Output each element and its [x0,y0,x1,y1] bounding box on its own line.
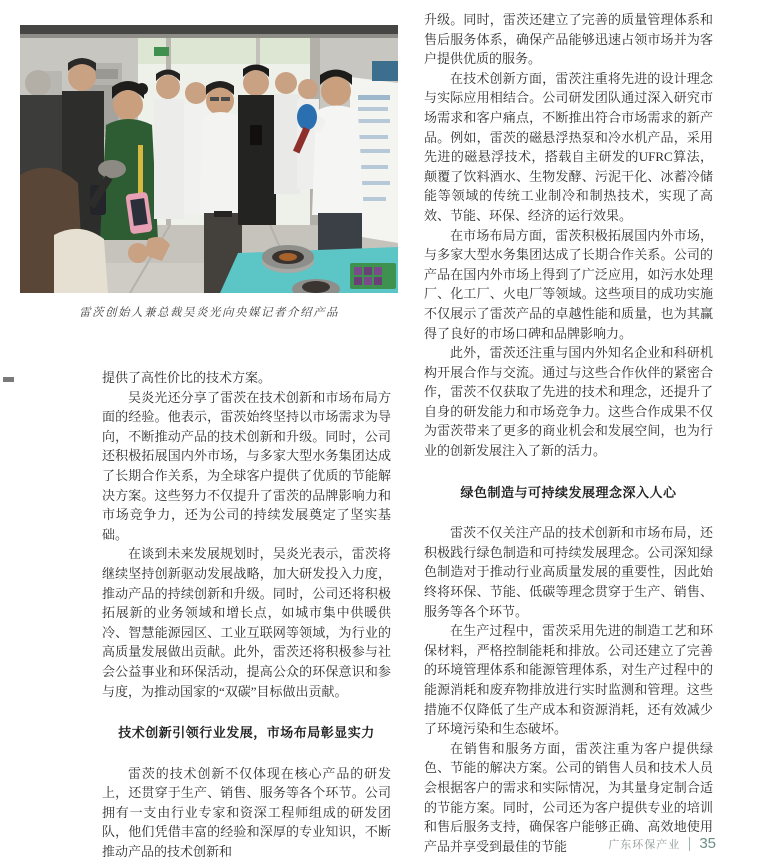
page-footer [608,835,716,852]
article-paragraph: 雷茨的技术创新不仅体现在核心产品的研发上，还贯穿于生产、销售、服务等各个环节。公司拥有一支由行业专家和资深工程师组成的研发团队，他们凭借丰富的经验和深厚的专业知识，不断推动产品的技术创新和 [102,765,391,860]
photo-illustration [20,25,398,293]
article-paragraph: 在技术创新方面，雷茨注重将先进的设计理念与实际应用相结合。公司研发团队通过深入研究市场需求和客户痛点，不断推出符合市场需求的新产品。例如，雷茨的磁悬浮热泵和冷水机产品，采用先进的磁悬浮技术，搭载自主研发的UFRC算法，颠覆了饮料酒水、生物发酵、污泥干化、冰蓄冷储能等领域的传统工业制冷和制热技术，实现了高效、节能、环保、经济的运行效果。 [424,70,713,223]
article-column-left [102,368,391,862]
article-paragraph: 在生产过程中，雷茨采用先进的制造工艺和环保材料，严格控制能耗和排放。公司还建立了完善的环境管理体系和能源管理体系，对生产过程中的能源消耗和废弃物排放进行实时监测和管理。这些措施不仅降低了生产成本和资源消耗，还有效减少了环境污染和生态破坏。 [424,623,713,737]
green-crate [350,263,396,289]
article-paragraph: 吴炎光还分享了雷茨在技术创新和市场布局方面的经验。他表示，雷茨始终坚持以市场需求为导向，不断推动产品的技术创新和升级。同时，公司还积极拓展国内外市场，与多家大型水务集团达成了长期合作关系，为全球客户提供了优质的节能解决方案。这些努力不仅提升了雷茨的品牌影响力和市场竞争力，还为公司的持续发展奠定了坚实基础。 [102,389,391,542]
blue-microphone [297,104,317,130]
journal-title: 广东环保产业 [608,838,681,851]
factory-press-photo [20,25,398,293]
article-paragraph: 此外，雷茨还注重与国内外知名企业和科研机构开展合作与交流。通过与这些合作伙伴的紧密合作，雷茨不仅获取了先进的技术和理念，还提升了自身的研发能力和市场竞争力。这些合作成果不仅为雷茨带来了更多的商业机会和发展空间，也为行业的创新发展注入了新的活力。 [424,345,713,459]
background-machine [372,61,398,81]
page-margin-mark [3,377,14,382]
motor-stator [279,253,297,261]
article-paragraph: 在市场布局方面，雷茨积极拓展国内外市场，与多家大型水务集团达成了长期合作关系。公司的产品在国内外市场上得到了广泛应用，如污水处理厂、化工厂、火电厂等领域。这些项目的成功实施不仅展示了雷茨产品的卓越性能和质量，也为其赢得了良好的市场口碑和品牌影响力。 [424,227,713,341]
section-heading: 技术创新引领行业发展，市场布局彰显实力 [118,725,375,741]
article-paragraph: 提供了高性价比的技术方案。 [102,370,272,385]
article-paragraph: 在谈到未来发展规划时，吴炎光表示，雷茨将继续坚持创新驱动发展战略，加大研发投入力度，推动产品的持续创新和升级。同时，公司还将积极拓展新的业务领域和增长点，如城市集中供暖供冷、智慧能源园区、工业互联网等领域，为行业的高质量发展做出贡献。此外，雷茨还将积极参与社会公益事业和环保活动，提高公众的环保意识和参与度，为推动国家的“双碳”目标做出贡献。 [102,546,391,699]
footer-divider [689,837,690,851]
section-heading: 绿色制造与可持续发展理念深入人心 [460,484,677,500]
article-column-right [424,10,713,856]
article-paragraph: 升级。同时，雷茨还建立了完善的质量管理体系和售后服务体系，确保产品能够迅速占领市场并为客户提供优质的服务。 [424,12,713,67]
page-number: 35 [699,835,716,852]
article-paragraph: 在销售和服务方面，雷茨注重为客户提供绿色、节能的解决方案。公司的销售人员和技术人员会根据客户的需求和实际情况，为其量身定制合适的节能方案。同时，公司还为客户提供专业的培训和售后服务支持，确保客户能够正确、高效地使用产品并享受到最佳的节能 [424,740,713,854]
article-photo-figure [20,25,398,320]
fur-windscreen-mic [98,160,126,178]
photo-caption: 雷茨创始人兼总裁吴炎光向央媒记者介绍产品 [79,305,339,319]
exit-sign [154,47,169,56]
article-paragraph: 雷茨不仅关注产品的技术创新和市场布局，还积极践行绿色制造和可持续发展理念。公司深知绿色制造对于推动行业高质量发展的重要性，因此始终将环保、节能、低碳等理念贯穿于生产、销售、服务等各个环节。 [424,525,713,619]
